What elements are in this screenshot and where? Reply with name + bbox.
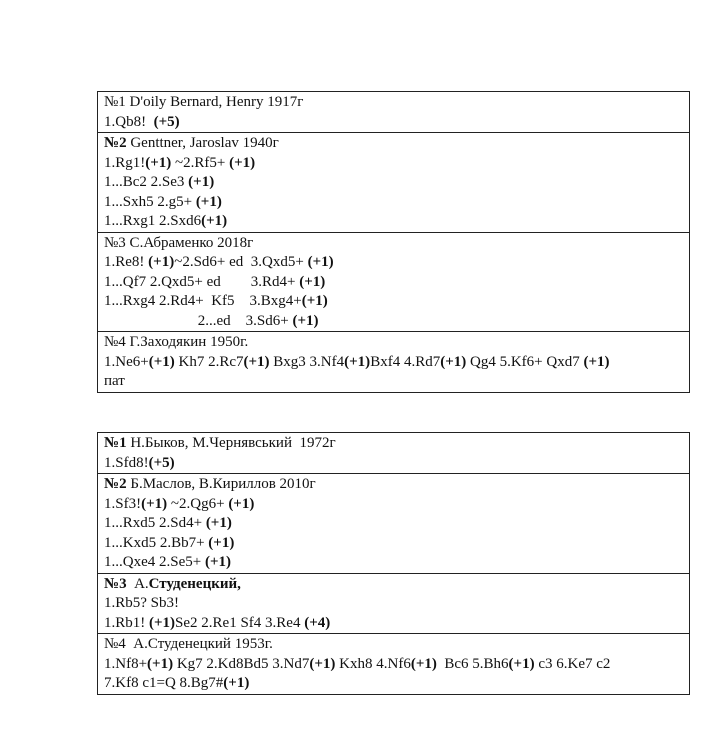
text-segment: Kh7 2.Rc7 — [174, 353, 244, 370]
text-segment: Н.Быков, М.Чернявський 1972г — [126, 435, 336, 451]
problem-header — [104, 93, 689, 113]
text-segment: №3 С.Абраменко 2018г — [104, 234, 254, 251]
solution-line — [104, 655, 689, 675]
text-segment: 1.Ne6+ — [104, 353, 149, 370]
solutions-table-1 — [97, 91, 690, 393]
text-segment: Bc6 5.Bh6 — [436, 655, 509, 672]
text-segment: (+5) — [148, 454, 175, 471]
solution-line — [104, 454, 689, 474]
text-segment: (+1) — [228, 495, 255, 512]
text-segment: (+1) — [410, 655, 437, 672]
problem-header — [104, 635, 689, 655]
text-segment: Qg4 5.Kf6+ Qxd7 — [466, 353, 584, 370]
text-segment: (+1) — [243, 353, 270, 370]
text-segment: (+1) — [440, 353, 467, 370]
problem-row — [98, 132, 689, 232]
text-segment: №3 — [104, 575, 127, 592]
solution-line — [104, 292, 689, 312]
solution-line — [104, 495, 689, 515]
solution-line — [104, 614, 689, 634]
text-segment: (+1) — [508, 655, 535, 672]
text-segment: (+1) — [309, 655, 336, 672]
text-segment: (+1) — [141, 495, 168, 512]
text-segment: ~2.Rf5+ — [171, 154, 230, 171]
text-segment: А. — [126, 575, 149, 592]
solution-line — [104, 534, 689, 554]
text-segment: 1...Rxg1 2.Sxd6 — [104, 213, 202, 229]
text-segment: Genttner, Jaroslav 1940г — [126, 135, 279, 151]
text-segment: Bxf4 4.Rd7 — [370, 353, 441, 370]
text-segment: (+1) — [583, 353, 610, 370]
problem-row — [98, 433, 689, 473]
text-segment: Б.Маслов, В.Кириллов 2010г — [126, 476, 316, 492]
solution-line — [104, 553, 689, 573]
solution-line — [104, 372, 689, 392]
text-segment: (+1) — [148, 254, 175, 270]
solution-line — [104, 173, 689, 193]
text-segment: 1...Rxg4 2.Rd4+ Kf5 3.Bxg4+ — [104, 293, 302, 309]
text-segment: №1 D'oily Bernard, Henry 1917г — [104, 94, 304, 110]
problem-header — [104, 575, 689, 595]
text-segment: ~2.Qg6+ — [167, 495, 229, 512]
solution-line — [104, 253, 689, 273]
text-segment: (+1) — [205, 515, 232, 531]
problem-row — [98, 473, 689, 573]
text-segment: 1.Nf8+ — [104, 655, 148, 672]
text-segment: 1...Qxe4 2.Se5+ — [104, 554, 205, 570]
text-segment: (+1) — [149, 614, 176, 631]
text-segment: (+1) — [223, 675, 250, 691]
text-segment: №1 — [104, 435, 127, 451]
text-segment: ~2.Sd6+ ed 3.Qxd5+ — [174, 254, 308, 270]
text-segment: (+1) — [299, 273, 326, 290]
solution-line — [104, 514, 689, 534]
text-segment: 1...Rxd5 2.Sd4+ — [104, 515, 206, 531]
text-segment: (+1) — [208, 534, 235, 551]
solution-line — [104, 193, 689, 213]
text-segment: 1.Qb8! — [104, 113, 154, 130]
solution-line — [104, 312, 689, 332]
solution-line — [104, 594, 689, 614]
text-segment: c3 6.Ke7 c2 — [534, 655, 611, 672]
text-segment: 1...Bc2 2.Se3 — [104, 174, 189, 190]
problem-header — [104, 475, 689, 495]
text-segment: (+1) — [148, 353, 175, 370]
problem-row — [98, 331, 689, 392]
text-segment: (+1) — [201, 213, 228, 229]
problem-header — [104, 434, 689, 454]
text-segment: пат — [104, 373, 125, 389]
solution-line — [104, 154, 689, 174]
text-segment: (+4) — [304, 614, 331, 631]
text-segment: Kg7 2.Kd8Bd5 3.Nd7 — [173, 655, 310, 672]
solution-line — [104, 674, 689, 694]
text-segment: 1...Kxd5 2.Bb7+ — [104, 534, 209, 551]
problem-header — [104, 134, 689, 154]
problem-row — [98, 633, 689, 694]
text-segment: 7.Kf8 c1=Q 8.Bg7# — [104, 675, 224, 691]
text-segment: (+1) — [188, 174, 215, 190]
text-segment: (+1) — [292, 312, 319, 329]
text-segment: №4 Г.Заходякин 1950г. — [104, 334, 249, 350]
text-segment: (+1) — [145, 154, 172, 171]
text-segment: Bxg3 3.Nf4 — [269, 353, 345, 370]
text-segment: Kxh8 4.Nf6 — [335, 655, 411, 672]
text-segment: №2 — [104, 135, 127, 151]
text-segment: 1...Qf7 2.Qxd5+ ed 3.Rd4+ — [104, 273, 300, 290]
problem-row — [98, 573, 689, 634]
text-segment: (+1) — [195, 193, 222, 210]
problem-header — [104, 333, 689, 353]
text-segment: (+1) — [204, 554, 231, 570]
text-segment: 1.Sf3! — [104, 495, 142, 512]
text-segment: 1.Re8! — [104, 254, 149, 270]
text-segment: (+1) — [147, 655, 174, 672]
problem-row — [98, 232, 689, 332]
problem-row — [98, 92, 689, 132]
text-segment: (+1) — [229, 154, 256, 171]
text-segment: №4 А.Студенецкий 1953г. — [104, 636, 273, 652]
text-segment: 1.Sfd8! — [104, 454, 149, 471]
text-segment: (+1) — [301, 293, 328, 309]
text-segment: 1...Sxh5 2.g5+ — [104, 193, 196, 210]
text-segment: (+1) — [344, 353, 371, 370]
solutions-table-2 — [97, 432, 690, 695]
problem-header — [104, 234, 689, 254]
solution-line — [104, 353, 689, 373]
text-segment: (+1) — [307, 254, 334, 270]
solution-line — [104, 212, 689, 232]
text-segment: Студенецкий, — [148, 575, 241, 592]
text-segment: (+5) — [153, 113, 180, 130]
solution-line — [104, 273, 689, 293]
text-segment: 2...ed 3.Sd6+ — [104, 312, 293, 329]
text-segment: Se2 2.Re1 Sf4 3.Re4 — [175, 614, 305, 631]
text-segment: 1.Rb1! — [104, 614, 149, 631]
text-segment: 1.Rb5? Sb3! — [104, 595, 179, 611]
text-segment: №2 — [104, 476, 127, 492]
solution-line — [104, 113, 689, 133]
text-segment: 1.Rg1! — [104, 154, 146, 171]
